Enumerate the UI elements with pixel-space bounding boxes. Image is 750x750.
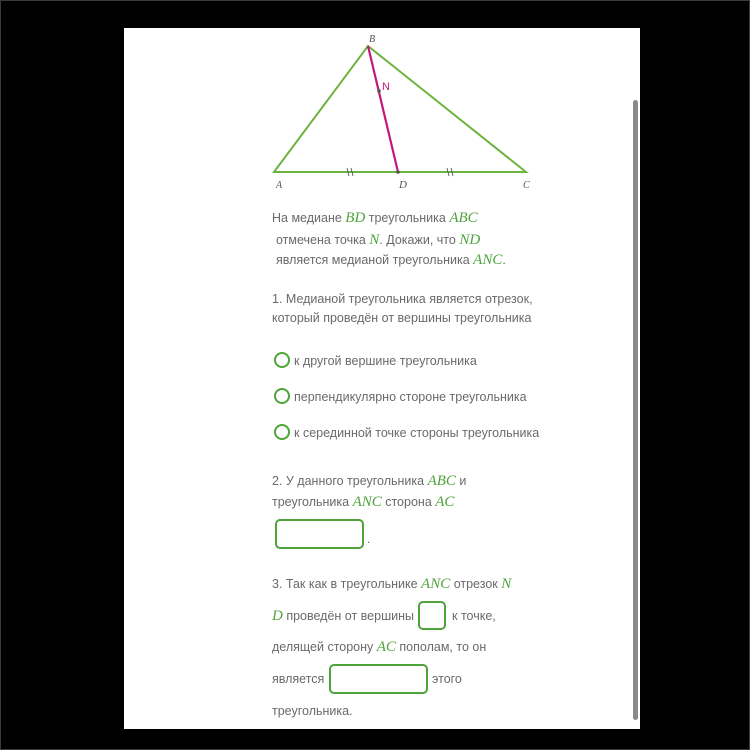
q3-line-5: треугольника. [272, 704, 353, 718]
intro-text: На медиане [272, 211, 346, 225]
math-abc: ABC [427, 473, 456, 489]
radio-option-3[interactable] [274, 424, 290, 440]
q2-text: треугольника [272, 495, 353, 509]
triangle-abc [274, 46, 526, 172]
point-n [377, 89, 381, 93]
q1-line-1: 1. Медианой треугольника является отрезок, [272, 292, 533, 306]
q2-line-1 [272, 471, 466, 491]
intro-text: является медианой треугольника [276, 253, 474, 267]
math-n: N [501, 576, 512, 592]
math-bd: BD [345, 210, 366, 226]
option-3-label[interactable]: к серединной точке стороны треугольника [294, 426, 540, 440]
math-ac: AC [435, 494, 455, 510]
q3-text: отрезок [450, 577, 502, 591]
q2-text: и [455, 474, 467, 488]
intro-text: треугольника [365, 211, 450, 225]
q3-text: делящей сторону [272, 640, 377, 654]
q3-answer-input[interactable] [329, 664, 428, 694]
q3-line-1 [272, 574, 511, 594]
q3-line-4-start: является [272, 672, 325, 686]
label-b: B [369, 34, 376, 45]
math-n: N [369, 232, 380, 248]
q2-period: . [367, 532, 371, 546]
task-panel [124, 28, 640, 729]
scrollbar[interactable] [633, 100, 638, 720]
label-d: D [399, 179, 407, 191]
intro-line-2 [276, 230, 480, 250]
q3-vertex-input[interactable] [418, 601, 446, 630]
q3-line-2 [272, 606, 414, 626]
intro-line-3 [276, 250, 506, 270]
label-n: N [382, 81, 390, 93]
intro-line-1 [272, 208, 478, 228]
q3-text: проведён от вершины [282, 609, 414, 623]
q2-text: сторона [381, 495, 436, 509]
math-anc: ANC [352, 494, 382, 510]
q3-text-after-vertex: к точке, [452, 609, 496, 623]
point-d [396, 170, 400, 174]
q1-line-2: который проведён от вершины треугольника [272, 311, 532, 325]
q2-answer-input[interactable] [275, 519, 364, 549]
intro-text: . Докажи, что [379, 233, 460, 247]
intro-text: . [502, 253, 506, 267]
q3-line-3 [272, 637, 486, 657]
math-ac: AC [376, 639, 396, 655]
radio-option-1[interactable] [274, 352, 290, 368]
math-anc: ANC [473, 252, 503, 268]
math-d: D [272, 608, 283, 624]
q3-text: 3. Так как в треугольнике [272, 577, 422, 591]
intro-text: отмечена точка [276, 233, 370, 247]
math-abc: ABC [449, 210, 478, 226]
label-c: C [523, 180, 530, 191]
q3-text: пополам, то он [395, 640, 487, 654]
math-anc: ANC [421, 576, 451, 592]
triangle-diagram [124, 28, 640, 198]
option-2-label[interactable]: перпендикулярно стороне треугольника [294, 390, 527, 404]
radio-option-2[interactable] [274, 388, 290, 404]
label-a: A [276, 180, 283, 191]
math-nd: ND [459, 232, 481, 248]
option-1-label[interactable]: к другой вершине треугольника [294, 354, 477, 368]
median-bd [368, 46, 398, 172]
q2-text: 2. У данного треугольника [272, 474, 428, 488]
q3-line-4-end: этого [432, 672, 462, 686]
q2-line-2 [272, 492, 454, 512]
